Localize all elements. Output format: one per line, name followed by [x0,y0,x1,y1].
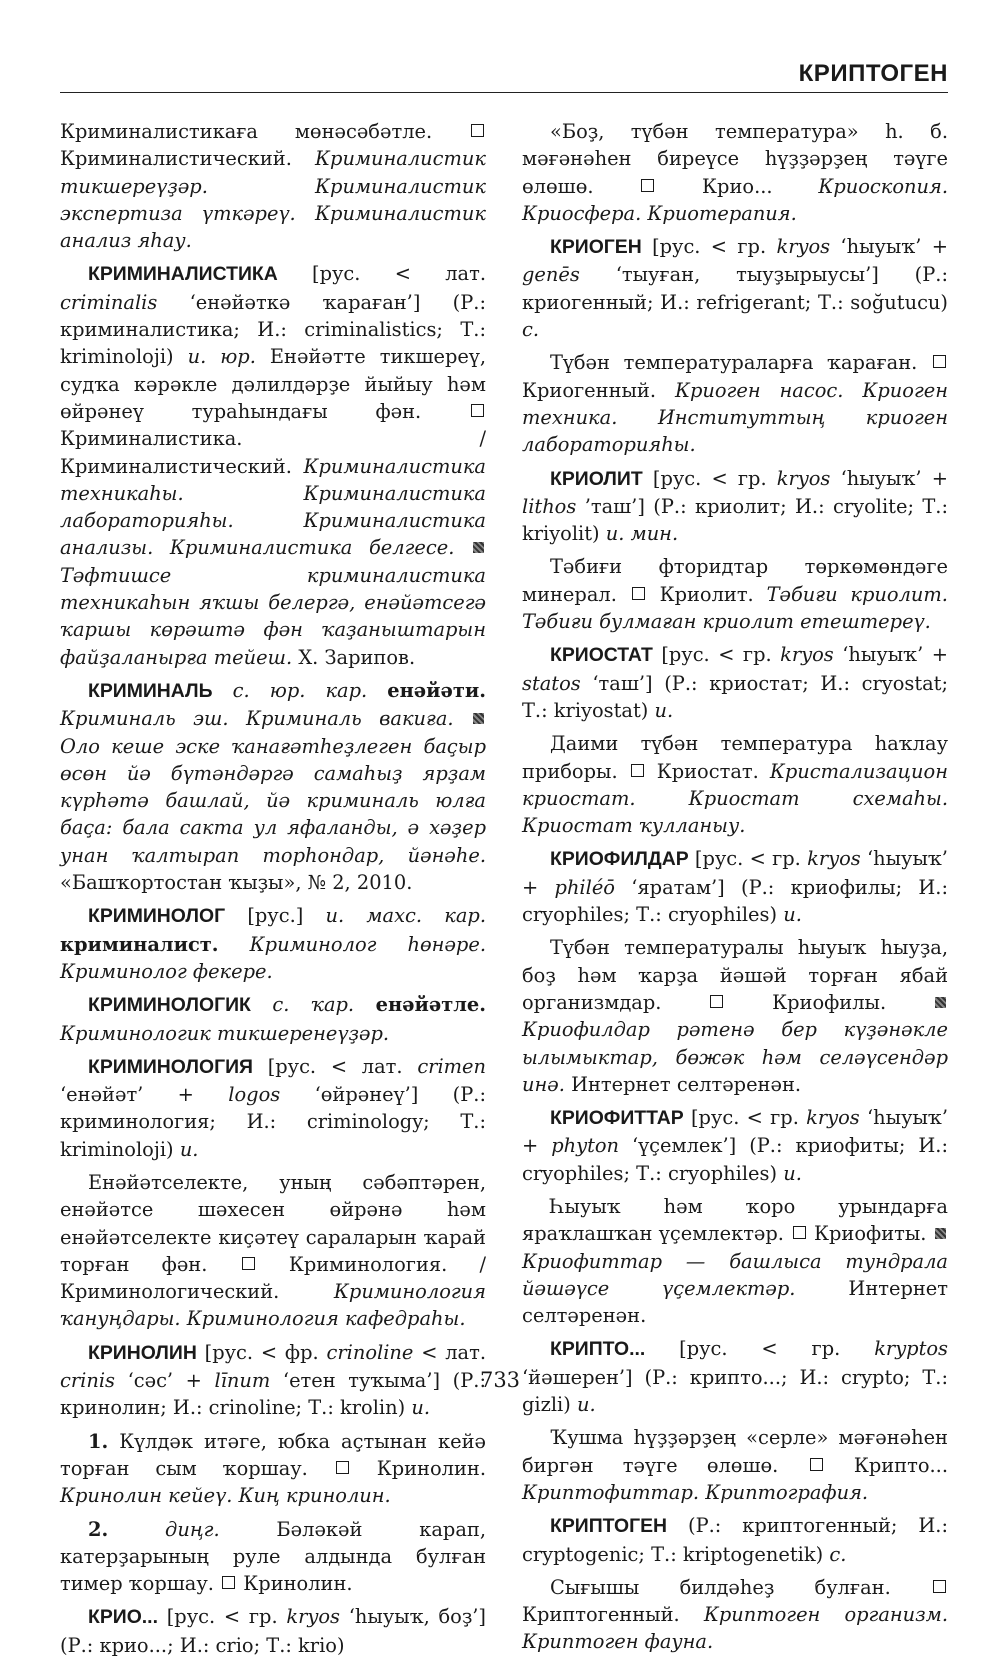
russian-equivalent-marker [632,587,645,600]
entry-kriptogen-def: Сығышы билдәһеҙ булған. Криптогенный. Криптоген организм. Криптоген фауна. [522,1575,948,1654]
entry-kriostat: КРИОСТАТ [рус. < гр. kryos ‘һыуыҡ’ + statos ‘таш’] (Р.: криостат; И.: cryostat; Т.: kriyostat) и. [522,643,949,722]
quote-marker [935,997,946,1008]
entry-kriminologiya-def: Енәйәтселекте, уның сәбәптәрен, енәйәтсе шәхесен өйрәнә һәм енәйәтселекте киҫәтеү сараларын ҡарай торған фән. Криминология. / Криминологический. Криминология ҡануңдары. Криминология кафедраһы. [60,1170,487,1331]
russian-equivalent-marker [471,404,484,417]
russian-equivalent-marker [641,179,654,192]
running-head: КРИПТОГЕН [798,60,948,87]
entry-krinolin-sense-1: 1. Күлдәк итәге, юбка аҫтынан кейә торған сым ҡоршау. Кринолин. Кринолин кейеү. Киң кринолин. [60,1429,486,1508]
entry-kriofildar-def: Түбән температуралы һыуыҡ һыуҙа, боҙ һәм ҡарҙа йәшәй торған ябай организмдар. Криофилы. Криофилдар рәтенә бер күҙәнәкле ылымыктар, бөжәк һәм селәүсендәр инә. Интернет селтәренән. [522,936,948,1096]
entry-kriofildar: КРИОФИЛДАР [рус. < гр. kryos ‘һыуыҡ’ + philéō ‘яратам’] (Р.: криофилы; И.: cryophiles; Т.: cryophiles) и. [522,847,948,927]
headword: КРИОЛИТ [550,467,643,490]
russian-equivalent-marker [810,1458,823,1471]
entry-kriofittar-def: Һыуыҡ һәм ҡоро урындарға яраҡлашҡан үҫемлектәр. Криофиты. Криофиттар — башлыса тундрала йәшәүсе үҫемлектәр. Интернет селтәренән. [522,1194,948,1328]
entry-krinolin: КРИНОЛИН [рус. < фр. crinoline < лат. crinis ‘сәс’ + līnum ‘етен туҡыма’] (Р.: кринолин; И.: crinoline; Т.: krolin) и. [60,1340,487,1420]
left-column [60,118,486,1665]
headword: КРИОФИЛДАР [550,848,689,871]
russian-equivalent-marker [793,1226,806,1239]
headword: КРИМИНАЛИСТИКА [88,263,278,286]
quote-marker [473,542,484,553]
page-number: 733 [479,1368,521,1392]
entry-kriminal: КРИМИНАЛЬ с. юр. кар. енәйәти. Криминаль эш. Криминаль вакиға. Оло кеше эске ҡанағәтһеҙлеген баҫыр өсөн йә бүтәндәргә самаһыҙ ярҙам күрһәтә башлай, йә криминаль юлға баҫа: бала сакта ул яфаланды, ә хәҙер унан ҡалтырап торһондар, йәнәһе. «Башҡортостан ҡыҙы», № 2, 2010. [60,678,487,895]
entry-kriogen: КРИОГЕН [рус. < гр. kryos ‘һыуыҡ’ + genēs ‘тыуған, тыуҙырыусы’] (Р.: криогенный; И.: refrigerant; Т.: soğutucu) с. [522,235,948,342]
headword: КРИОФИТТАР [550,1107,684,1130]
russian-equivalent-marker [710,995,723,1008]
quote-marker [473,713,484,724]
russian-equivalent-marker [336,1461,349,1474]
headword: КРИОСТАТ [550,644,653,667]
russian-equivalent-marker [242,1257,255,1270]
russian-equivalent-marker [222,1576,235,1589]
headword: КРИОГЕН [550,236,642,259]
entry-kriptogen: КРИПТОГЕН (Р.: криптогенный; И.: cryptogenic; Т.: kriptogenetik) с. [522,1514,948,1566]
entry-kripto: КРИПТО... [рус. < гр. kryptos ‘йәшерен’] (Р.: крипто...; И.: crypto; Т.: gizli) и. [522,1337,948,1417]
entry-kriminalistika: КРИМИНАЛИСТИКА [рус. < лат. criminalis ‘енәйәткә ҡараған’] (Р.: криминалистика; И.: criminalistics; Т.: kriminoloji) и. юр. Енәйәтте тикшереү, судҡа кәрәкле дәлилдәрҙе йыйыу һәм өйрәнеү тураһындағы фән. Криминалистика. / Криминалистический. Криминалистика техникаһы. Криминалистика лабораторияһы. Криминалистика анализы. Криминалистика белгесе. Тәфтишсе криминалистика техникаһын яҡшы белергә, енәйәтсегә ҡаршы көрәштә фән ҡаҙаныштарын файҙаланырға тейеш. Х. Зарипов. [60,262,486,669]
headword: КРИМИНОЛОГ [88,905,226,928]
headword: КРИМИНОЛОГИК [88,994,251,1017]
entry-krinolin-sense-2: 2. диңг. Бәләкәй карап, катерҙарының руле алдында булған тимер ҡоршау. Кринолин. [60,1517,486,1596]
entry-kriminologik: КРИМИНОЛОГИК с. ҡар. енәйәтле. Криминологик тикшеренеүҙәр. [60,993,486,1045]
russian-equivalent-marker [471,124,484,137]
headword: КРИМИНАЛЬ [88,679,213,702]
entry-kriostat-def: Даими түбән температура һаҡлау приборы. Криостат. Кристализацион криостат. Криостат схемаһы. Криостат ҡулланыу. [522,732,948,838]
headword: КРИМИНОЛОГИЯ [88,1055,253,1078]
headword: КРИНОЛИН [88,1341,197,1364]
entry-kripto-def: Ҡушма һүҙҙәрҙең «серле» мәғәнәһен биргән тәүге өлөшө. Крипто... Криптофиттар. Криптография. [522,1426,948,1504]
russian-equivalent-marker [631,764,644,777]
russian-equivalent-marker [933,1580,946,1593]
russian-equivalent-marker [933,355,946,368]
header-rule [60,92,948,93]
headword: КРИПТО... [550,1338,646,1361]
entry-kriolit-def: Тәбиғи фторидтар төркөмөндәге минерал. Криолит. Тәбиғи криолит. Тәбиғи булмаған криолит етештереү. [522,555,948,634]
entry-krio: КРИО... [рус. < гр. kryos ‘һыуыҡ, боҙ’] (Р.: крио...; И.: crio; Т.: krio) [60,1605,486,1657]
entry-kriminolog: КРИМИНОЛОГ [рус.] и. махс. кар. криминалист. Криминолог һөнәре. Криминолог фекере. [60,904,486,983]
entry-kriminologiya: КРИМИНОЛОГИЯ [рус. < лат. crimen ‘енәйәт’ + logos ‘өйрәнеү’] (Р.: криминология; И.: criminology; Т.: kriminoloji) и. [60,1054,486,1161]
entry-krio-def: «Боҙ, түбән температура» һ. б. мәғәнәһен биреүсе һүҙҙәрҙең тәүге өлөшө. Крио... Криоскопия. Криосфера. Криотерапия. [522,120,948,225]
headword: КРИО... [88,1606,158,1629]
quote-marker [935,1228,946,1239]
entry-kriolit: КРИОЛИТ [рус. < гр. kryos ‘һыуыҡ’ + lithos ’таш’] (Р.: криолит; И.: cryolite; Т.: kriyolit) и. мин. [522,466,948,546]
right-column [522,118,948,1662]
entry-krim-cont: Криминалистикаға мөнәсәбәтле. Криминалистический. Криминалистик тикшереүҙәр. Криминалистик экспертиза үткәреү. Криминалистик анализ яһау. [60,120,486,253]
entry-kriogen-def: Түбән температураларға ҡараған. Криогенный. Криоген насос. Криоген техника. Институттың криоген лабораторияһы. [522,351,948,457]
entry-kriofittar: КРИОФИТТАР [рус. < гр. kryos ‘һыуыҡ’ + phyton ‘үҫемлек’] (Р.: криофиты; И.: cryophiles; Т.: cryophiles) и. [522,1106,948,1185]
headword: КРИПТОГЕН [550,1515,668,1538]
